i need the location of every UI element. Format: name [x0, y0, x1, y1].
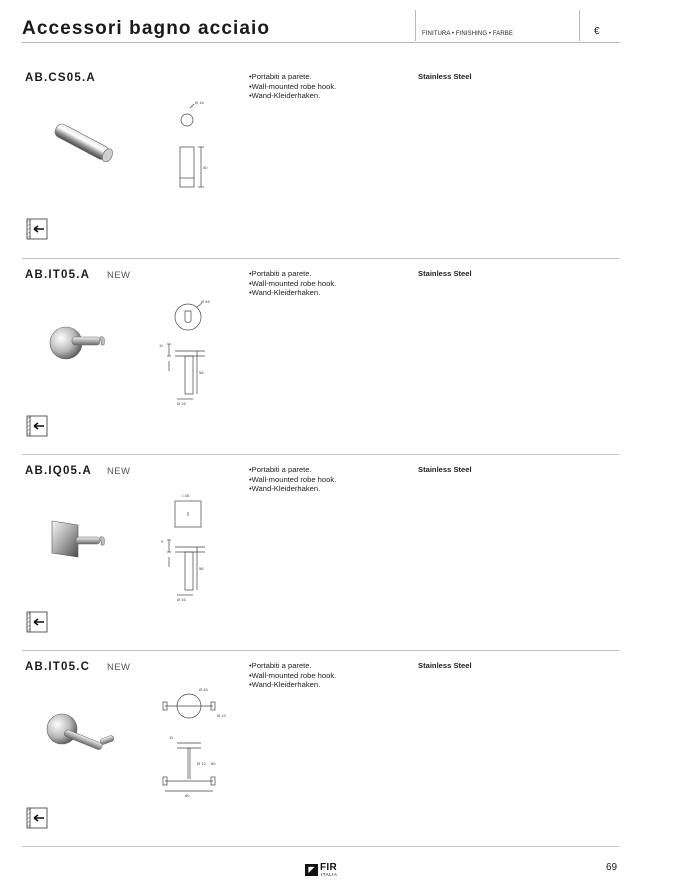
description-line: • Wall-mounted robe hook.: [249, 279, 336, 289]
product-code: AB.CS05.A: [25, 72, 96, 84]
robe-hook-photo: [44, 311, 124, 371]
svg-text:11: 11: [169, 735, 174, 740]
svg-text:58: 58: [199, 370, 204, 375]
svg-text:80: 80: [185, 793, 190, 798]
robe-hook-photo: [44, 507, 124, 567]
svg-text:9: 9: [161, 539, 164, 544]
description-line: • Wand-Kleiderhaken.: [249, 91, 336, 101]
description-line: • Portabiti a parete.: [249, 465, 336, 475]
product-finish: Stainless Steel: [418, 465, 472, 474]
page-title: Accessori bagno acciaio: [22, 18, 271, 39]
wall-mount-icon: [26, 611, 48, 633]
description-line: • Wand-Kleiderhaken.: [249, 288, 336, 298]
product-row: [22, 258, 620, 455]
robe-hook-photo: [44, 114, 124, 174]
finish-column-header: [415, 10, 580, 41]
product-description: [249, 465, 336, 494]
logo-mark: ◤: [305, 864, 318, 876]
description-line: • Wall-mounted robe hook.: [249, 82, 336, 92]
product-row: [22, 62, 620, 258]
svg-text:Ø 12: Ø 12: [197, 761, 206, 766]
technical-drawing: [157, 289, 257, 417]
price-column-label: €: [594, 26, 600, 37]
svg-text:Ø 45: Ø 45: [201, 299, 210, 304]
robe-hook-photo: [44, 703, 124, 763]
price-column-header: [579, 10, 620, 41]
new-badge: NEW: [107, 466, 131, 477]
technical-drawing: [157, 485, 257, 613]
product-finish: Stainless Steel: [418, 661, 472, 670]
technical-drawing: [157, 92, 257, 220]
product-finish: Stainless Steel: [418, 269, 472, 278]
product-row: [22, 650, 620, 847]
description-line: • Portabiti a parete.: [249, 72, 336, 82]
product-description: [249, 72, 336, 101]
product-code: AB.IT05.A: [25, 269, 91, 281]
finish-column-label: FINITURA • FINISHING • FARBE: [422, 31, 514, 37]
product-code: AB.IT05.C: [25, 661, 91, 673]
svg-text:50: 50: [203, 165, 208, 170]
new-badge: NEW: [107, 662, 131, 673]
technical-drawing: [157, 681, 257, 809]
logo-subtext: ITALIA: [321, 872, 338, 877]
svg-text:Ø 16: Ø 16: [177, 401, 186, 406]
description-line: • Portabiti a parete.: [249, 661, 336, 671]
svg-text:11: 11: [159, 343, 164, 348]
description-line: • Wand-Kleiderhaken.: [249, 484, 336, 494]
wall-mount-icon: [26, 415, 48, 437]
footer-divider: [22, 846, 620, 847]
svg-text:Ø 16: Ø 16: [195, 100, 204, 105]
new-badge: NEW: [107, 270, 131, 281]
product-code: AB.IQ05.A: [25, 465, 93, 477]
description-line: • Portabiti a parete.: [249, 269, 336, 279]
wall-mount-icon: [26, 807, 48, 829]
svg-text:□ 45: □ 45: [181, 493, 189, 498]
svg-text:60: 60: [211, 761, 216, 766]
description-line: • Wand-Kleiderhaken.: [249, 680, 336, 690]
description-line: • Wall-mounted robe hook.: [249, 671, 336, 681]
product-description: [249, 661, 336, 690]
product-finish: Stainless Steel: [418, 72, 472, 81]
svg-text:58: 58: [199, 566, 204, 571]
brand-logo: [305, 862, 341, 878]
svg-text:Ø 16: Ø 16: [177, 597, 186, 602]
page-number: 69: [606, 862, 618, 873]
description-line: • Wall-mounted robe hook.: [249, 475, 336, 485]
product-description: [249, 269, 336, 298]
logo-text: FIR: [320, 862, 338, 873]
svg-text:Ø 45: Ø 45: [199, 687, 208, 692]
wall-mount-icon: [26, 218, 48, 240]
product-row: [22, 454, 620, 651]
svg-text:Ø 12: Ø 12: [217, 713, 226, 718]
page-header: [22, 10, 620, 43]
